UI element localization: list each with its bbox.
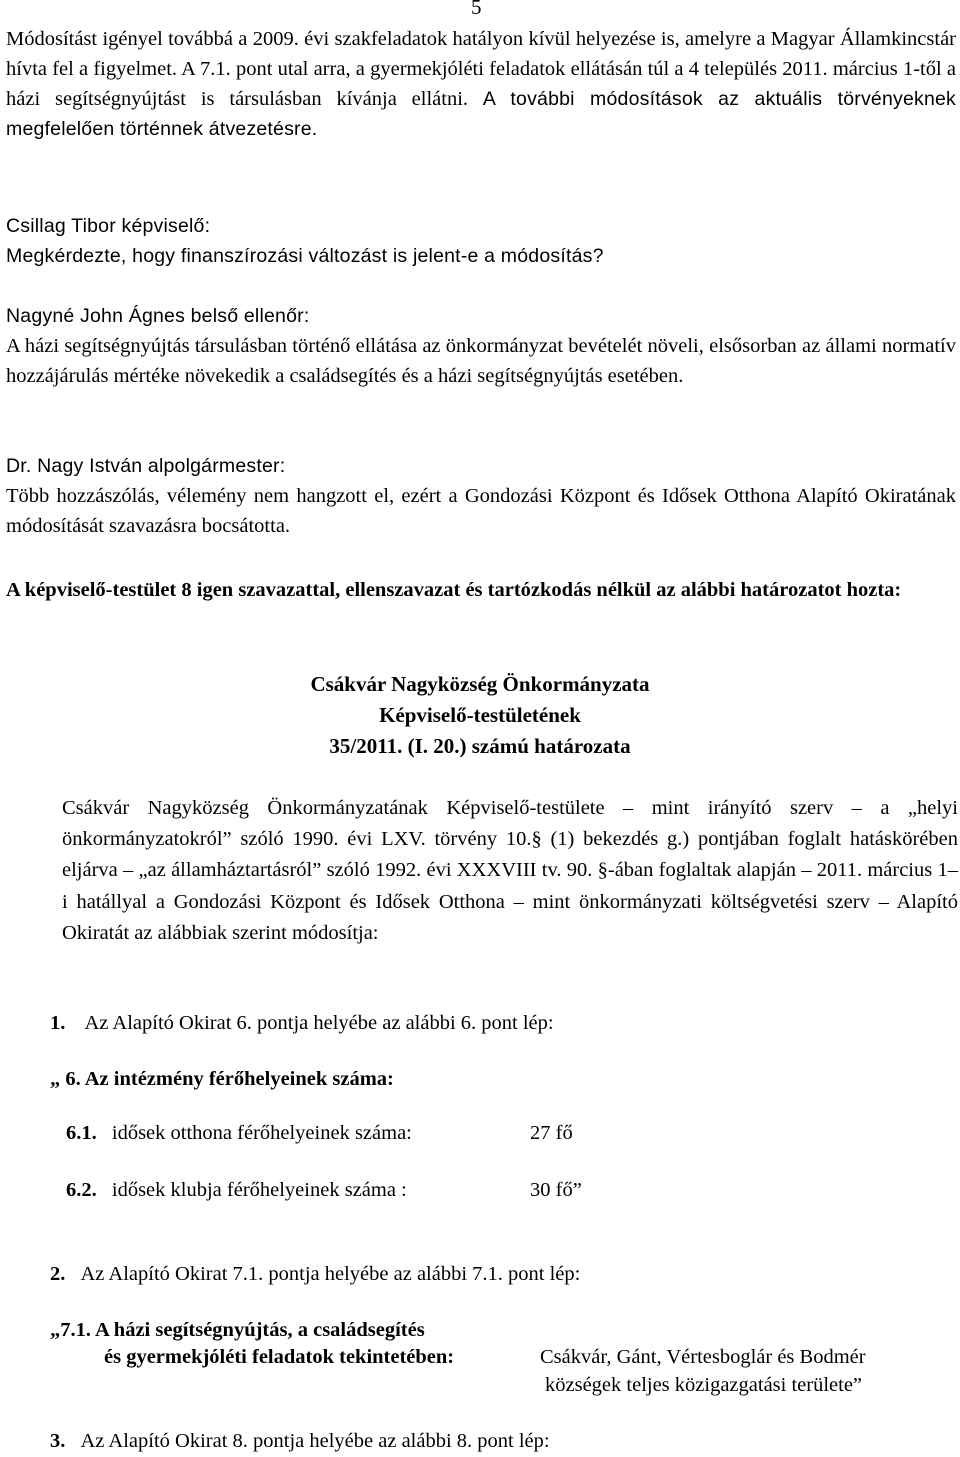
speaker-nagyne	[6, 301, 956, 391]
speaker-name: Nagyné John Ágnes belső ellenőr:	[6, 305, 310, 327]
resolution-title-line1: Csákvár Nagyközség Önkormányzata	[310, 672, 650, 696]
item-1-heading: „ 6. Az intézmény férőhelyeinek száma:	[50, 1068, 394, 1090]
resolution-title-line3: 35/2011. (I. 20.) számú határozata	[329, 734, 631, 758]
item-1	[50, 1008, 554, 1038]
speaker-statement: Megkérdezte, hogy finanszírozási változást is jelent-e a módosítás?	[6, 245, 604, 267]
resolution-title-line2: Képviselő-testületének	[379, 703, 581, 727]
item-2	[50, 1259, 580, 1289]
resolution-text: Csákvár Nagyközség Önkormányzatának Képviselő-testülete – mint irányító szerv – a „helyi önkormányzatokról” szóló 1990. évi LXV. törvény 10.§ (1) bekezdés g.) pontjában foglalt hatáskörében eljárva – „az államháztartásról” szóló 1992. évi XXXVIII tv. 90. §-ában foglaltak alapján – 2011. március 1–i hatállyal a Gondozási Központ és Idősek Otthona – mint önkormányzati költségvetési szerv – Alapító Okiratát az alábbiak szerint módosítja:	[62, 797, 958, 944]
item-text: Az Alapító Okirat 6. pontja helyébe az alábbi 6. pont lép:	[84, 1012, 554, 1034]
sub-item-label: idősek otthona férőhelyeinek száma:	[111, 1122, 412, 1144]
intro-paragraph	[6, 24, 956, 144]
speaker-csillag	[6, 211, 956, 271]
speaker-statement: Több hozzászólás, vélemény nem hangzott el, ezért a Gondozási Központ és Idősek Otthona Alapító Okiratának módosítását szavazásra bocsátotta.	[6, 485, 956, 537]
intro-text-b: A további módosítások az aktuális törvényeknek megfelelően történnek átvezetésre.	[6, 88, 956, 140]
item-2-value-line1: Csákvár, Gánt, Vértesboglár és Bodmér	[540, 1346, 866, 1368]
sub-item-number: 6.2.	[66, 1179, 97, 1201]
sub-item-6-2	[66, 1175, 407, 1205]
item-2-heading-line1: „7.1. A házi segítségnyújtás, a családsegítés	[50, 1319, 425, 1341]
item-number: 3.	[50, 1430, 66, 1452]
speaker-statement: A házi segítségnyújtás társulásban történő ellátása az önkormányzat bevételét növeli, elsősorban az állami normatív hozzájárulás mértéke növekedik a családsegítés és a házi segítségnyújtás esetében.	[6, 335, 956, 387]
speaker-name: Csillag Tibor képviselő:	[6, 215, 211, 237]
sub-item-6-1-value: 27 fő	[530, 1122, 573, 1144]
item-3	[50, 1426, 550, 1456]
sub-item-label: idősek klubja férőhelyeinek száma :	[111, 1179, 407, 1201]
item-2-heading-line2: és gyermekjóléti feladatok tekintetében:	[104, 1346, 455, 1368]
sub-item-6-1	[66, 1118, 412, 1148]
page-number: 5	[471, 0, 482, 19]
item-number: 2.	[50, 1263, 66, 1285]
vote-result: A képviselő-testület 8 igen szavazattal, ellenszavazat és tartózkodás nélkül az alábbi határozatot hozta:	[6, 579, 902, 601]
intro-text-a: Módosítást igényel továbbá a 2009. évi szakfeladatok hatályon kívül helyezése is, amelyre a Magyar Államkincstár hívta fel a figyelmet. A 7.1. pont utal arra, a gyermekjóléti feladatok ellátásán túl a 4 település 2011. március 1-től a házi segítségnyújtást is társulásban kívánja ellátni.	[6, 28, 956, 110]
item-text: Az Alapító Okirat 7.1. pontja helyébe az alábbi 7.1. pont lép:	[80, 1263, 581, 1285]
sub-item-6-2-value: 30 fő”	[530, 1179, 582, 1201]
speaker-name: Dr. Nagy István alpolgármester:	[6, 455, 286, 477]
item-text: Az Alapító Okirat 8. pontja helyébe az alábbi 8. pont lép:	[80, 1430, 550, 1452]
speaker-nagy	[6, 451, 956, 541]
item-number: 1.	[50, 1012, 66, 1034]
item-2-value-line2: községek teljes közigazgatási területe”	[545, 1374, 863, 1396]
sub-item-number: 6.1.	[66, 1122, 97, 1144]
